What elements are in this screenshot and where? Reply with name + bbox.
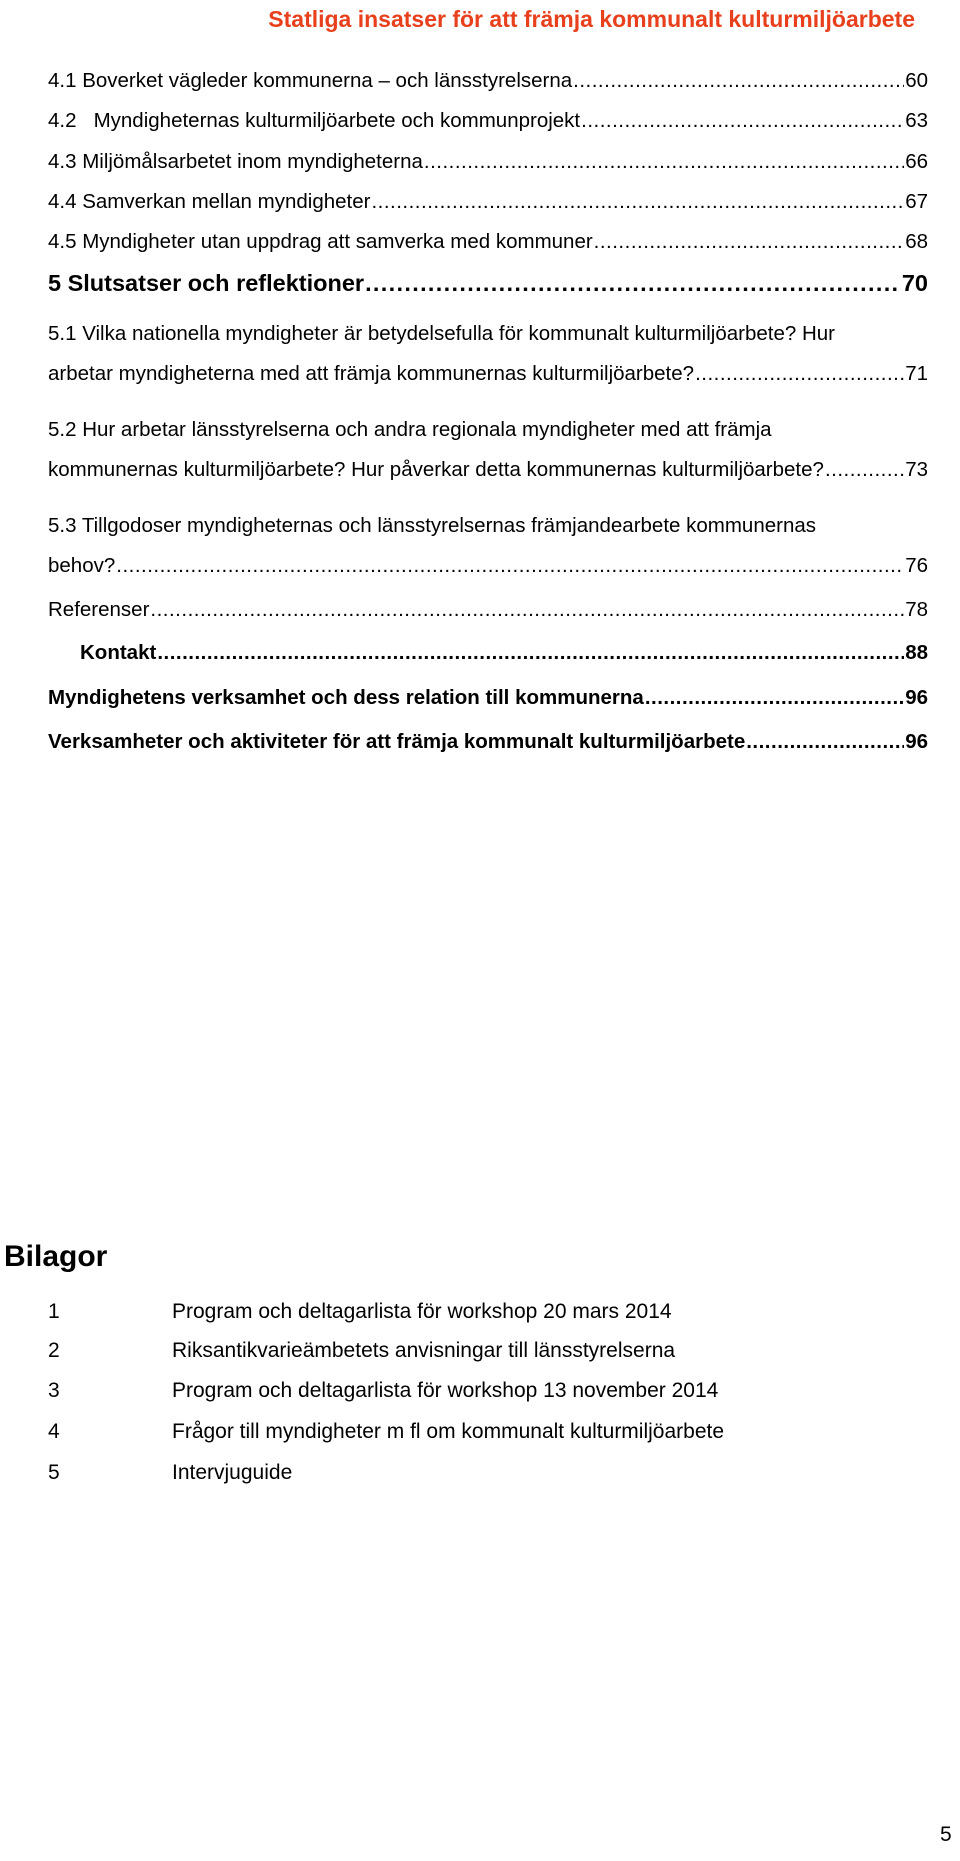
toc-entry-title: Referenser (48, 598, 150, 621)
toc-entry[interactable] (48, 190, 928, 214)
toc-entry-title: kommunernas kulturmiljöarbete? Hur påverkar detta kommunernas kulturmiljöarbete? (48, 458, 824, 481)
toc-entry-title: Kontakt (80, 641, 157, 664)
toc-entry[interactable] (48, 150, 928, 174)
toc-entry-title: 4.5 Myndigheter utan uppdrag att samverka med kommuner (48, 230, 593, 253)
dot-leader (371, 190, 904, 214)
attachment-text: Program och deltagarlista för workshop 13 november 2014 (172, 1379, 719, 1402)
toc-entry-page: 71 (905, 362, 928, 385)
dot-leader (581, 109, 904, 133)
toc-entry-page: 96 (905, 686, 928, 709)
toc-entry[interactable] (48, 554, 928, 578)
dot-leader (594, 230, 905, 254)
toc-entry-page: 66 (905, 150, 928, 173)
attachment-item (48, 1461, 292, 1485)
toc-entry-page: 70 (901, 270, 928, 296)
attachment-item (48, 1339, 675, 1363)
toc-entry[interactable] (48, 458, 928, 482)
attachment-text: Intervjuguide (172, 1461, 293, 1484)
toc-entry-title: 4.1 Boverket vägleder kommunerna – och länsstyrelserna (48, 69, 573, 92)
toc-entry[interactable] (48, 730, 928, 754)
attachment-number: 2 (48, 1339, 60, 1362)
toc-entry-title: arbetar myndigheterna med att främja kommunernas kulturmiljöarbete? (48, 362, 695, 385)
toc-entry-page: 78 (905, 598, 928, 621)
toc-entry-page: 73 (905, 458, 928, 481)
attachment-number: 4 (48, 1420, 60, 1443)
toc-entry[interactable] (48, 686, 928, 710)
toc-entry[interactable] (48, 69, 928, 93)
dot-leader (365, 270, 901, 297)
attachment-number: 1 (48, 1300, 60, 1323)
toc-entry[interactable] (48, 362, 928, 386)
bilagor-heading: Bilagor (4, 1240, 108, 1273)
toc-entry-line[interactable]: 5.3 Tillgodoser myndigheternas och länsstyrelsernas främjandearbete kommunernas (48, 514, 817, 537)
attachment-item (48, 1300, 672, 1324)
dot-leader (695, 362, 904, 386)
toc-entry-title: 4.4 Samverkan mellan myndigheter (48, 190, 371, 213)
dot-leader (424, 150, 904, 174)
toc-entry[interactable] (48, 230, 928, 254)
toc-entry-title: Verksamheter och aktiviteter för att främja kommunalt kulturmiljöarbete (48, 730, 746, 753)
dot-leader (746, 730, 904, 754)
toc-entry-page: 67 (905, 190, 928, 213)
dot-leader (150, 598, 904, 622)
toc-entry-line[interactable]: 5.1 Vilka nationella myndigheter är betydelsefulla för kommunalt kulturmiljöarbete? Hur (48, 322, 835, 345)
toc-entry[interactable] (48, 598, 928, 622)
toc-entry-page: 60 (905, 69, 928, 92)
dot-leader (573, 69, 904, 93)
toc-entry[interactable] (48, 109, 928, 133)
attachment-text: Frågor till myndigheter m fl om kommunalt kulturmiljöarbete (172, 1420, 725, 1443)
toc-entry-page: 96 (905, 730, 928, 753)
toc-entry[interactable] (80, 641, 928, 665)
dot-leader (116, 554, 904, 578)
toc-entry-page: 68 (905, 230, 928, 253)
attachment-number: 3 (48, 1379, 60, 1402)
page-number: 5 (940, 1823, 952, 1846)
toc-chapter-entry[interactable] (48, 270, 928, 297)
toc-entry-page: 88 (905, 641, 928, 664)
attachment-text: Riksantikvarieämbetets anvisningar till länsstyrelserna (172, 1339, 676, 1362)
toc-entry-title: 5 Slutsatser och reflektioner (48, 270, 365, 296)
dot-leader (645, 686, 904, 710)
attachment-item (48, 1379, 718, 1403)
toc-entry-title: 4.2 Myndigheternas kulturmiljöarbete och kommunprojekt (48, 109, 581, 132)
attachment-text: Program och deltagarlista för workshop 20 mars 2014 (172, 1300, 672, 1323)
attachment-number: 5 (48, 1461, 60, 1484)
dot-leader (157, 641, 904, 665)
toc-entry-title: Myndighetens verksamhet och dess relation till kommunerna (48, 686, 644, 709)
attachment-item (48, 1420, 724, 1444)
toc-entry-page: 63 (905, 109, 928, 132)
toc-entry-line[interactable]: 5.2 Hur arbetar länsstyrelserna och andra regionala myndigheter med att främja (48, 418, 772, 441)
dot-leader (825, 458, 904, 482)
running-header: Statliga insatser för att främja kommunalt kulturmiljöarbete (268, 6, 915, 32)
toc-entry-title: 4.3 Miljömålsarbetet inom myndigheterna (48, 150, 423, 173)
toc-entry-page: 76 (905, 554, 928, 577)
toc-entry-title: behov? (48, 554, 116, 577)
